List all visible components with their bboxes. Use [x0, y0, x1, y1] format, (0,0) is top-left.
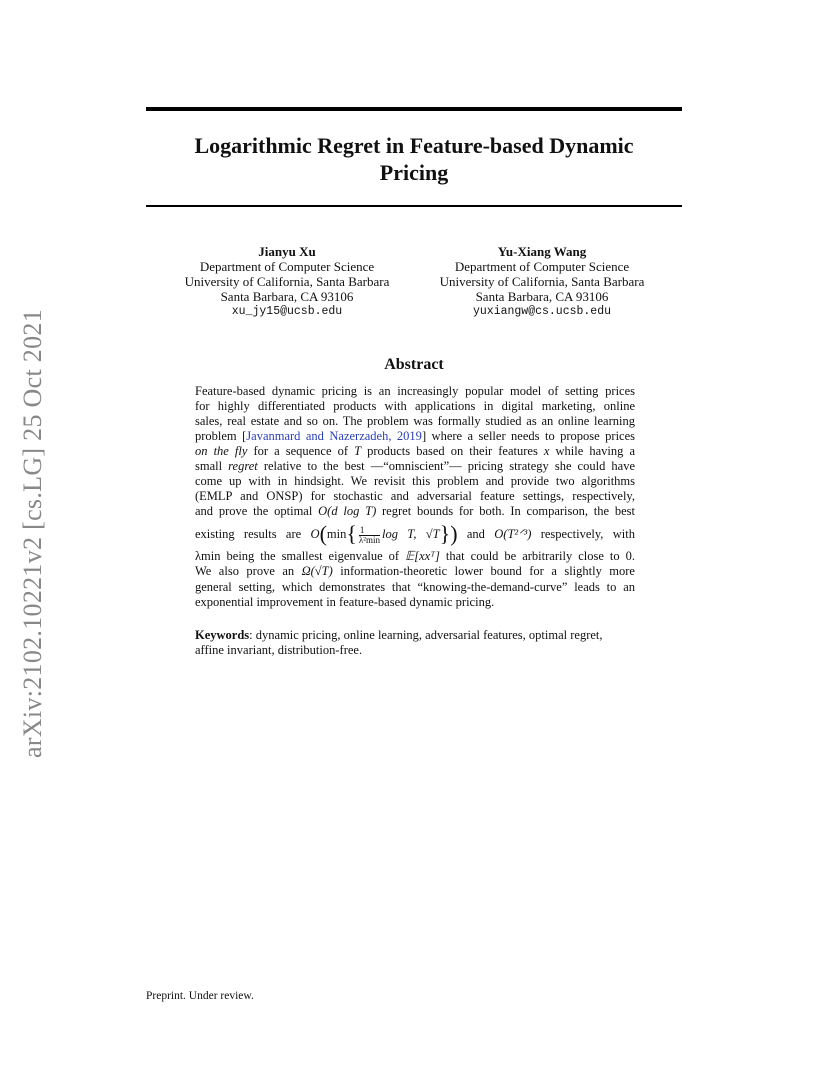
- math-fraction: [359, 526, 380, 545]
- author-name: Jianyu Xu: [258, 244, 316, 259]
- math-symbol: T: [354, 444, 362, 459]
- keywords: [195, 628, 635, 658]
- math-brace: }: [439, 521, 451, 547]
- text: regret bounds for both. In comparison, the best: [376, 504, 635, 519]
- author-university: University of California, Santa Barbara: [184, 274, 390, 289]
- footer-note: Preprint. Under review.: [146, 990, 254, 1002]
- paper-title: [146, 132, 682, 186]
- math-expression: O(T²ᐟ³): [494, 527, 532, 542]
- text: being the smallest eigenvalue of: [220, 549, 406, 564]
- abstract-line: general setting, which demonstrates that “knowing-the-demand-curve” leads to an: [195, 579, 635, 594]
- abstract-line: sales, real estate and so on. The problem was formally studied as an online learning: [195, 414, 635, 429]
- author-name: Yu-Xiang Wang: [497, 244, 587, 259]
- text: ] where a seller needs to propose prices: [421, 429, 636, 444]
- text: small: [195, 459, 229, 474]
- keywords-line: [195, 628, 635, 643]
- text: existing results are: [195, 527, 311, 542]
- abstract-line: (EMLP and ONSP) for stochastic and adversarial feature settings, respectively,: [195, 489, 635, 504]
- author-address: Santa Barbara, CA 93106: [220, 289, 354, 304]
- keywords-text: : dynamic pricing, online learning, adversarial features, optimal regret,: [249, 628, 603, 642]
- text: respectively, with: [531, 527, 635, 542]
- abstract-line: Feature-based dynamic pricing is an increasingly popular model of setting prices: [195, 384, 635, 398]
- abstract-line: [195, 564, 635, 579]
- abstract-heading: Abstract: [384, 356, 444, 373]
- math-paren: ): [450, 521, 458, 547]
- text: for a sequence of: [247, 444, 355, 459]
- keywords-line: affine invariant, distribution-free.: [195, 643, 363, 657]
- title-line-2: Pricing: [379, 160, 449, 185]
- abstract-line: [195, 504, 635, 519]
- abstract-line: for highly differentiated products with applications in digital marketing, online: [195, 399, 635, 414]
- fraction-numerator: 1: [359, 526, 380, 536]
- abstract-line: [195, 444, 635, 459]
- author-address: Santa Barbara, CA 93106: [475, 289, 609, 304]
- emphasis: on the fly: [195, 444, 248, 459]
- text: We also prove an: [195, 564, 302, 579]
- math-operator: min: [326, 527, 347, 542]
- author-email[interactable]: yuxiangw@cs.ucsb.edu: [472, 305, 612, 318]
- abstract-line: come up with in hindsight. We revisit this problem and provide two algorithms: [195, 474, 635, 489]
- text: relative to the best —“omniscient”— pricing strategy she could have: [257, 459, 635, 474]
- author-block-2: [426, 244, 658, 319]
- author-department: Department of Computer Science: [454, 259, 630, 274]
- math-symbol: λmin: [195, 549, 221, 564]
- text: while having a: [549, 444, 636, 459]
- math-expression: 𝔼[xxᵀ]: [405, 549, 440, 564]
- title-bottom-rule: [146, 205, 682, 207]
- math-expression: O(d log T): [318, 504, 377, 519]
- math-symbol: O: [310, 527, 320, 542]
- math-expression: log T, √T: [381, 527, 440, 542]
- math-brace: {: [346, 521, 357, 547]
- text: problem [: [195, 429, 247, 444]
- author-department: Department of Computer Science: [199, 259, 375, 274]
- abstract-line: [195, 549, 635, 564]
- text: and prove the optimal: [195, 504, 319, 519]
- fraction-denominator: λ²min: [358, 535, 380, 546]
- abstract-line: exponential improvement in feature-based dynamic pricing.: [195, 594, 495, 609]
- title-top-rule: [146, 107, 682, 111]
- text: products based on their features: [361, 444, 544, 459]
- abstract-line: [195, 429, 635, 444]
- abstract-body: [195, 384, 635, 610]
- title-line-1: Logarithmic Regret in Feature-based Dynamic: [194, 133, 634, 158]
- author-block-1: [171, 244, 403, 319]
- abstract-line: [195, 519, 635, 549]
- keywords-label: Keywords: [195, 628, 250, 642]
- text: that could be arbitrarily close to 0.: [439, 549, 635, 564]
- text: and: [457, 527, 495, 542]
- math-expression: Ω(√T): [301, 564, 333, 579]
- math-paren: (: [319, 521, 327, 547]
- author-email[interactable]: xu_jy15@ucsb.edu: [231, 305, 343, 318]
- emphasis: regret: [228, 459, 258, 474]
- abstract-line: [195, 459, 635, 474]
- math-symbol: x: [543, 444, 550, 459]
- author-university: University of California, Santa Barbara: [439, 274, 645, 289]
- text: information-theoretic lower bound for a slightly more: [332, 564, 635, 579]
- arxiv-identifier: arXiv:2102.10221v2 [cs.LG] 25 Oct 2021: [18, 309, 47, 758]
- citation-link[interactable]: Javanmard and Nazerzadeh, 2019: [246, 429, 422, 444]
